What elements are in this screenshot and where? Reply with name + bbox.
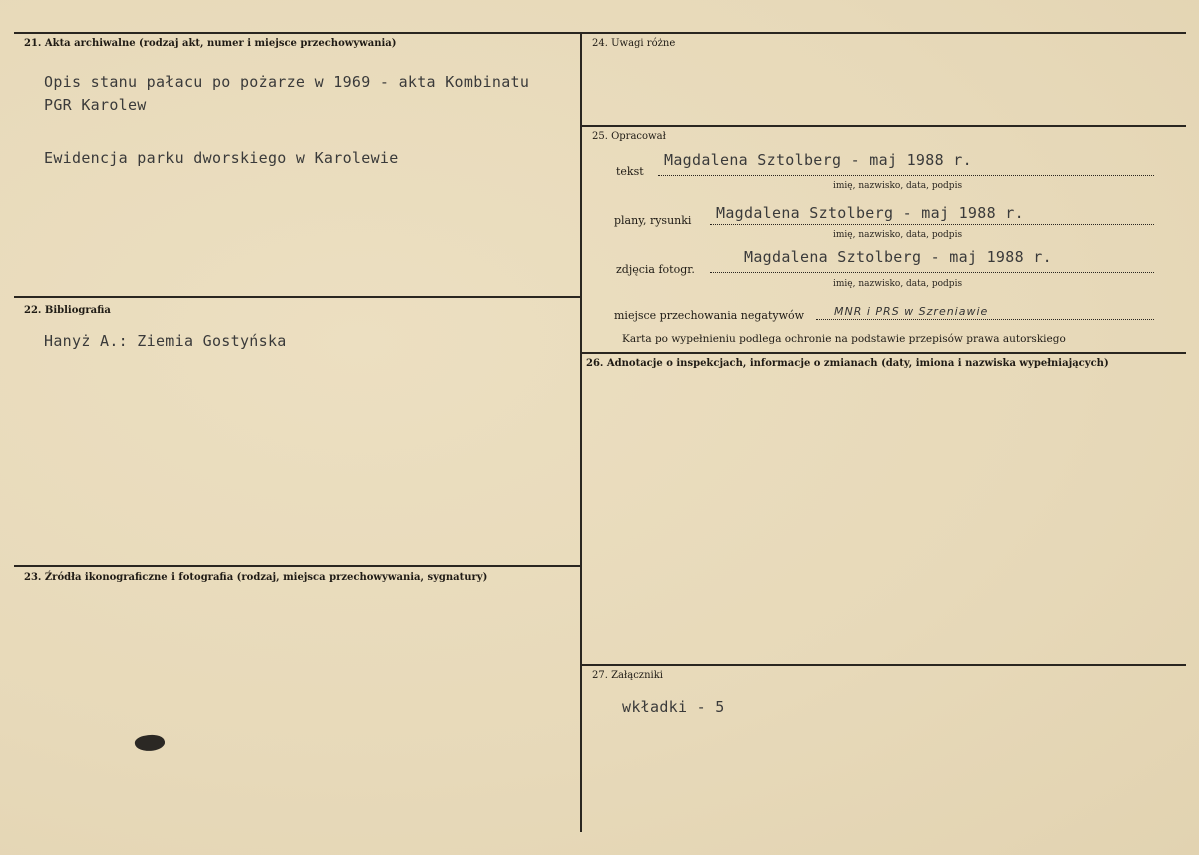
tekst-line [658, 175, 1154, 176]
archival-line-3: Ewidencja parku dworskiego w Karolewie [44, 149, 399, 167]
divider-22-23 [14, 565, 582, 567]
plany-value: Magdalena Sztolberg - maj 1988 r. [716, 204, 1024, 222]
tekst-caption: imię, nazwisko, data, podpis [833, 181, 963, 191]
section-25-label: 25. Opracował [592, 131, 666, 142]
ink-stain [134, 733, 166, 753]
divider-26-27 [582, 664, 1186, 666]
tekst-value: Magdalena Sztolberg - maj 1988 r. [664, 151, 972, 169]
divider-25-26 [582, 352, 1186, 354]
top-rule [14, 32, 1186, 34]
divider-21-22 [14, 296, 582, 298]
center-divider [580, 32, 582, 832]
plany-line [710, 224, 1154, 225]
archival-line-1: Opis stanu pałacu po pożarze w 1969 - akta Kombinatu [44, 73, 530, 91]
bibliography-line-1: Hanyż A.: Ziemia Gostyńska [44, 332, 287, 350]
attachments-value: wkładki - 5 [622, 698, 725, 716]
zdjecia-label: zdjęcia fotogr. [616, 263, 695, 276]
divider-24-25 [582, 125, 1186, 127]
plany-label: plany, rysunki [614, 214, 692, 227]
section-24-label: 24. Uwagi różne [592, 38, 676, 49]
section-21-label: 21. Akta archiwalne (rodzaj akt, numer i miejsce przechowywania) [24, 38, 397, 49]
archival-line-2: PGR Karolew [44, 96, 147, 114]
section-27-label: 27. Załączniki [592, 670, 663, 681]
negatywy-value: MNR i PRS w Szreniawie [834, 305, 989, 318]
section-23-label: 23. Źródła ikonograficzne i fotografia (rodzaj, miejsca przechowywania, sygnatury) [24, 572, 488, 583]
copyright-notice: Karta po wypełnieniu podlega ochronie na podstawie przepisów prawa autorskiego [622, 333, 1066, 345]
zdjecia-value: Magdalena Sztolberg - maj 1988 r. [744, 248, 1052, 266]
zdjecia-caption: imię, nazwisko, data, podpis [833, 279, 963, 289]
negatywy-label: miejsce przechowania negatywów [614, 309, 805, 322]
negatywy-line [816, 319, 1154, 320]
section-22-label: 22. Bibliografia [24, 305, 111, 316]
tekst-label: tekst [616, 165, 644, 178]
zdjecia-line [710, 272, 1154, 273]
section-26-label: 26. Adnotacje o inspekcjach, informacje o zmianach (daty, imiona i nazwiska wypełniających) [586, 358, 1109, 369]
plany-caption: imię, nazwisko, data, podpis [833, 230, 963, 240]
